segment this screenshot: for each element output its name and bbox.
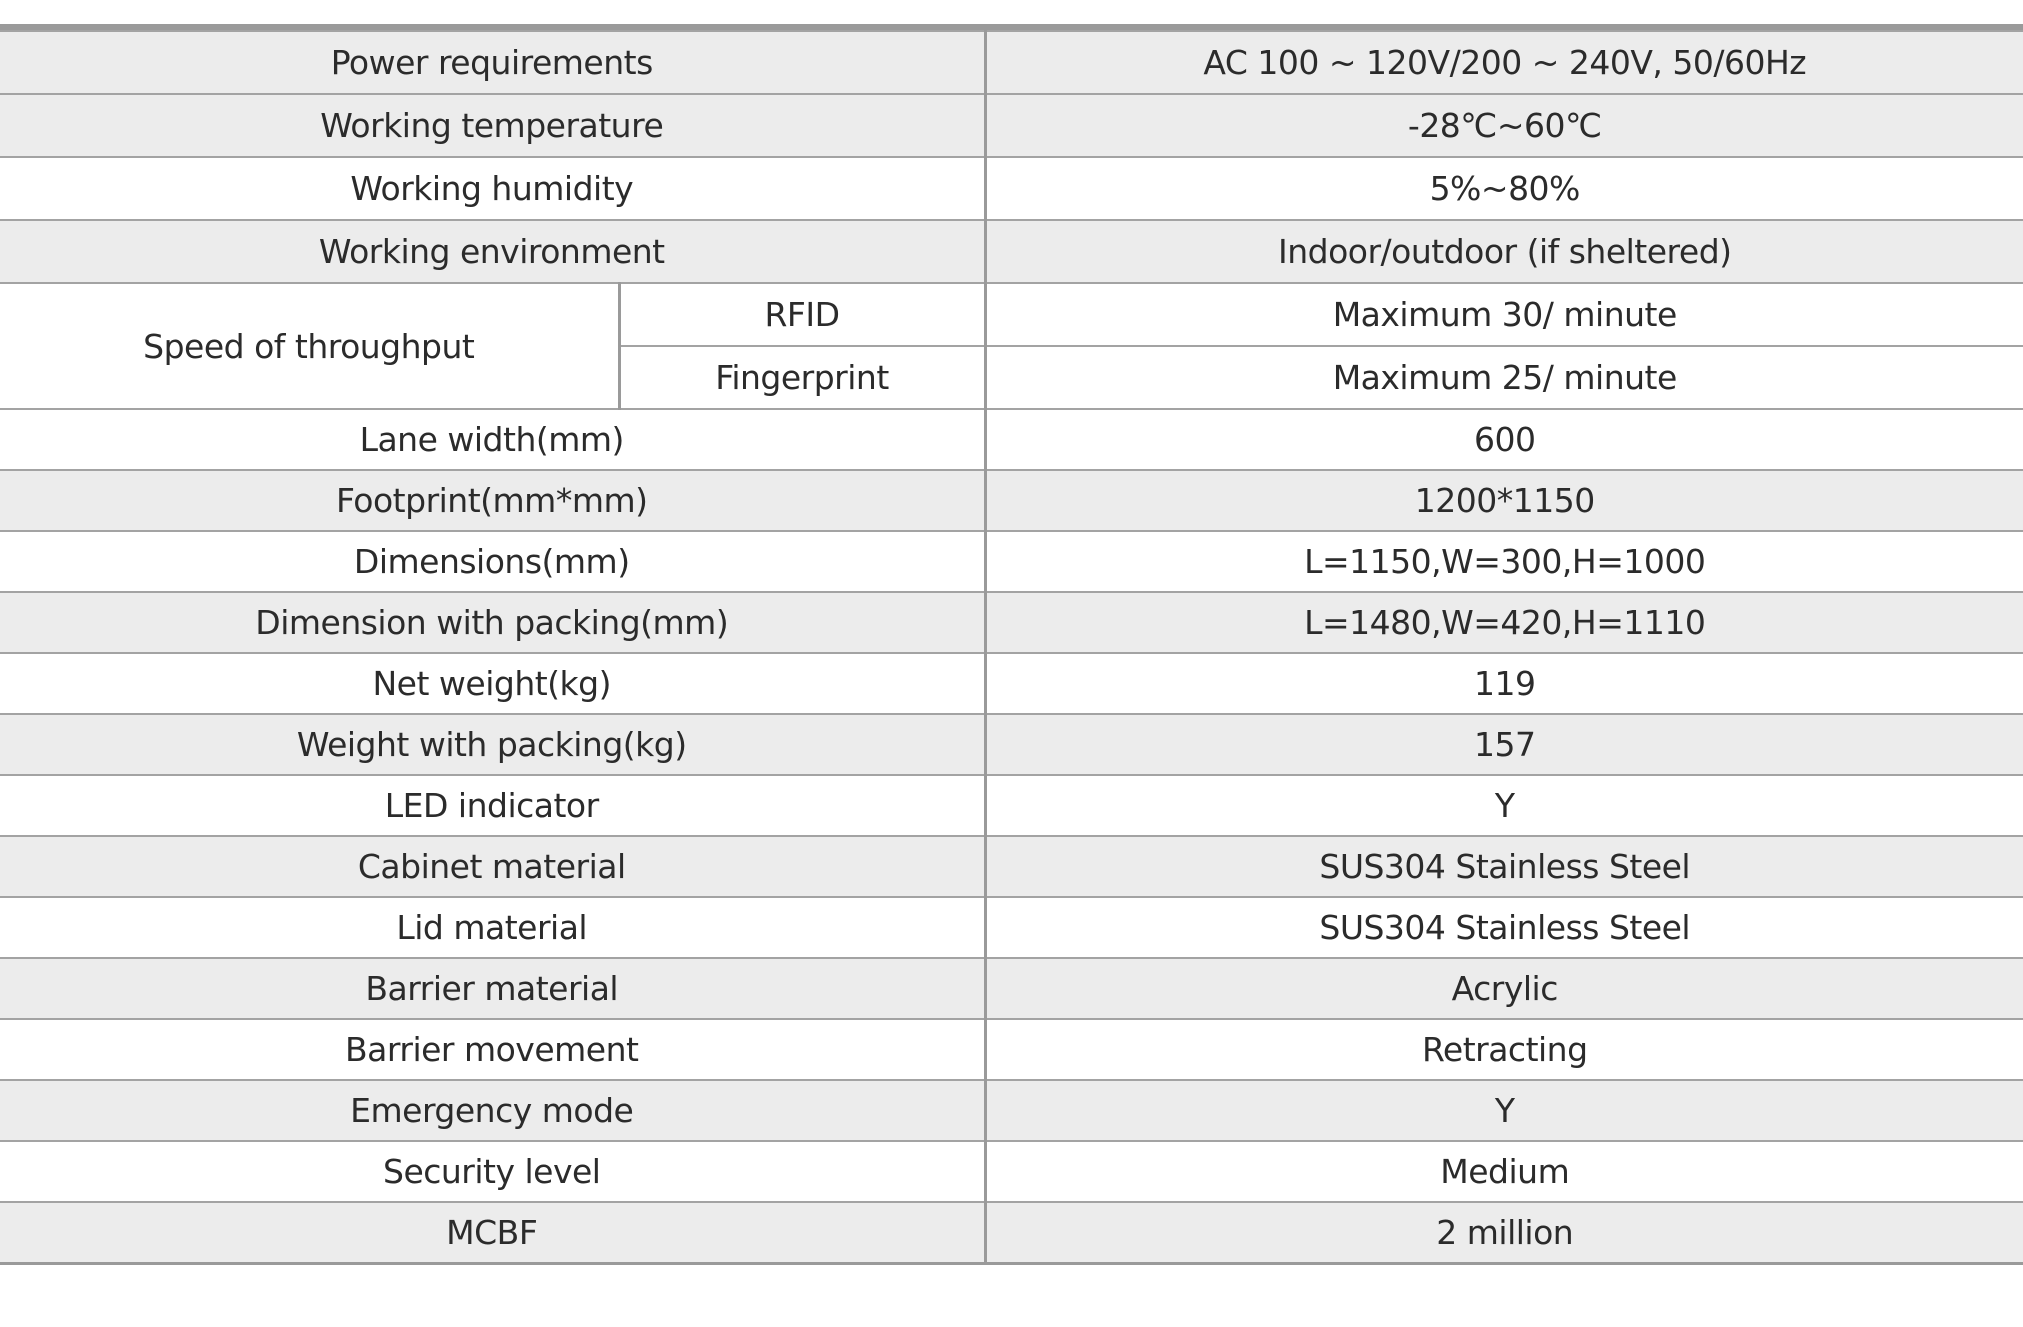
- table-row: [0, 897, 2023, 958]
- spec-label: Lid material: [0, 897, 985, 958]
- spec-label: Working humidity: [0, 157, 985, 220]
- spec-label: Lane width(mm): [0, 409, 985, 470]
- table-row: [0, 714, 2023, 775]
- spec-value: -28℃~60℃: [985, 94, 2023, 157]
- spec-value: 5%~80%: [985, 157, 2023, 220]
- table-row: [0, 94, 2023, 157]
- spec-value: SUS304 Stainless Steel: [985, 897, 2023, 958]
- spec-value: Acrylic: [985, 958, 2023, 1019]
- spec-value: Maximum 30/ minute: [985, 283, 2023, 346]
- table-row: [0, 409, 2023, 470]
- spec-value: 600: [985, 409, 2023, 470]
- table-row: [0, 283, 2023, 346]
- spec-label: Footprint(mm*mm): [0, 470, 985, 531]
- table-row: [0, 470, 2023, 531]
- spec-value: Y: [985, 775, 2023, 836]
- spec-label: Cabinet material: [0, 836, 985, 897]
- spec-label: Security level: [0, 1141, 985, 1202]
- spec-label: Dimensions(mm): [0, 531, 985, 592]
- spec-label: Working environment: [0, 220, 985, 283]
- spec-value: Indoor/outdoor (if sheltered): [985, 220, 2023, 283]
- spec-label: LED indicator: [0, 775, 985, 836]
- spec-label: Dimension with packing(mm): [0, 592, 985, 653]
- spec-value: L=1150,W=300,H=1000: [985, 531, 2023, 592]
- spec-label: Speed of throughput: [0, 283, 619, 409]
- table-row: [0, 31, 2023, 94]
- table-row: [0, 958, 2023, 1019]
- table-row: [0, 220, 2023, 283]
- spec-value: L=1480,W=420,H=1110: [985, 592, 2023, 653]
- spec-label: Barrier movement: [0, 1019, 985, 1080]
- spec-value: Maximum 25/ minute: [985, 346, 2023, 409]
- spec-sublabel: Fingerprint: [619, 346, 985, 409]
- spec-value: Retracting: [985, 1019, 2023, 1080]
- table-row: [0, 592, 2023, 653]
- table-row: [0, 775, 2023, 836]
- table-row: [0, 1141, 2023, 1202]
- spec-label: Weight with packing(kg): [0, 714, 985, 775]
- spec-sublabel: RFID: [619, 283, 985, 346]
- spec-value: AC 100 ~ 120V/200 ~ 240V, 50/60Hz: [985, 31, 2023, 94]
- spec-table: [0, 30, 2023, 1265]
- spec-label: Net weight(kg): [0, 653, 985, 714]
- table-row: [0, 157, 2023, 220]
- table-row: [0, 531, 2023, 592]
- spec-value: 119: [985, 653, 2023, 714]
- spec-value: Y: [985, 1080, 2023, 1141]
- table-row: [0, 1080, 2023, 1141]
- spec-label: Barrier material: [0, 958, 985, 1019]
- spec-value: 2 million: [985, 1202, 2023, 1264]
- spec-value: 1200*1150: [985, 470, 2023, 531]
- table-row: [0, 1019, 2023, 1080]
- spec-label: Emergency mode: [0, 1080, 985, 1141]
- spec-label: Power requirements: [0, 31, 985, 94]
- spec-value: SUS304 Stainless Steel: [985, 836, 2023, 897]
- spec-label: Working temperature: [0, 94, 985, 157]
- spec-value: 157: [985, 714, 2023, 775]
- table-row: [0, 836, 2023, 897]
- spec-value: Medium: [985, 1141, 2023, 1202]
- table-row: [0, 653, 2023, 714]
- spec-label: MCBF: [0, 1202, 985, 1264]
- table-row: [0, 1202, 2023, 1264]
